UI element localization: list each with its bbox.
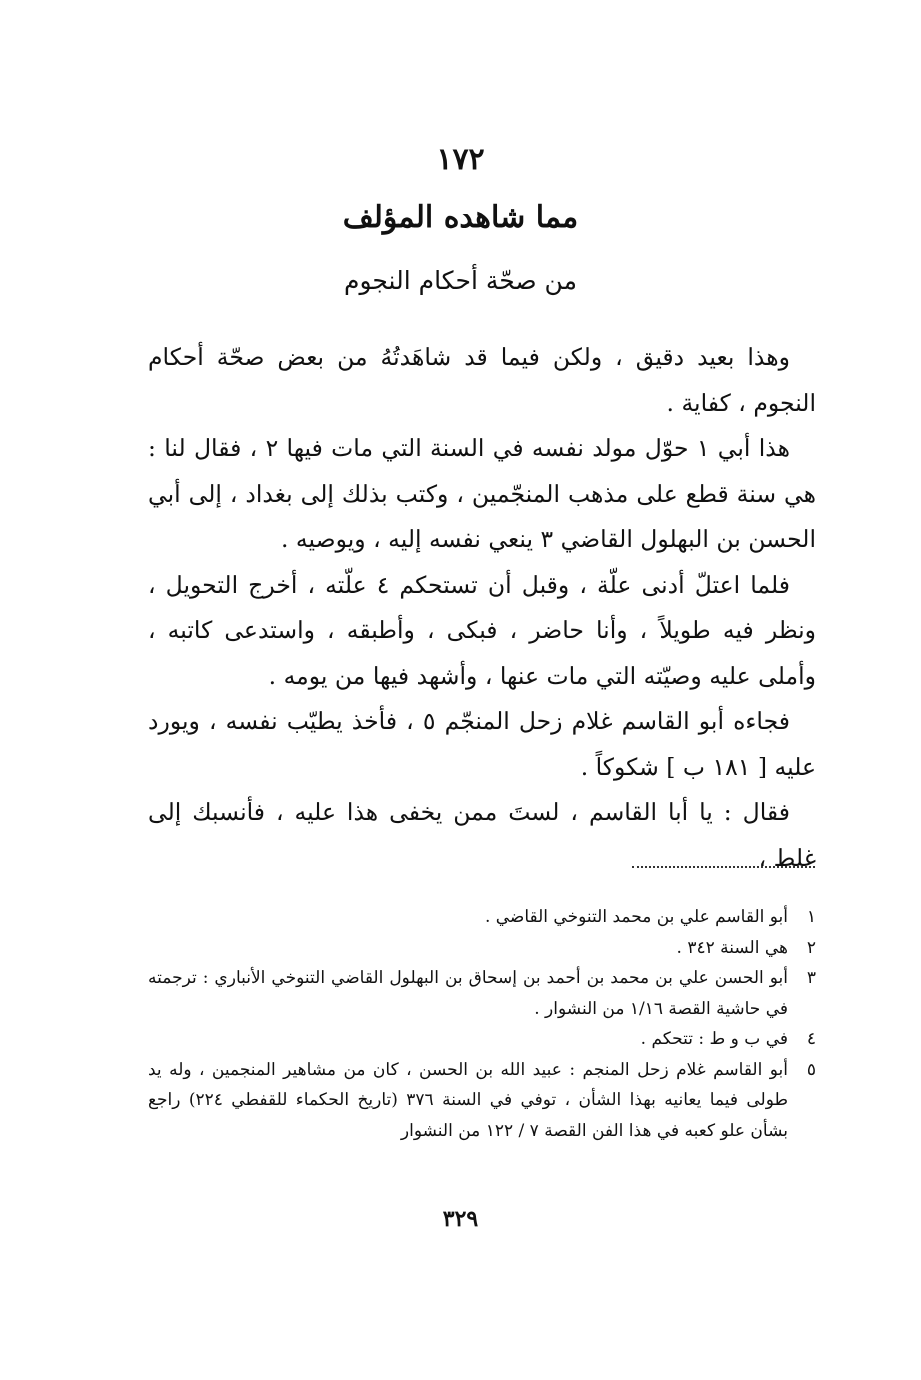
paragraph: فقال : يا أبا القاسم ، لستَ ممن يخفى هذا عليه ، فأنسبك إلى غلط ، bbox=[148, 798, 816, 872]
paragraph: وهذا بعيد دقيق ، ولكن فيما قد شاهَدتُهُ من بعض صحّة أحكام النجوم ، كفاية . bbox=[148, 343, 816, 417]
footnote bbox=[148, 902, 816, 933]
page-number: ٣٢٩ bbox=[442, 1206, 479, 1232]
paragraph: هذا أبي ١ حوّل مولد نفسه في السنة التي مات فيها ٢ ، فقال لنا : هي سنة قطع على مذهب المنجّمين ، وكتب بذلك إلى بغداد ، إلى أبي الحسن بن البهلول القاضي ٣ ينعي نفسه إليه ، ويوصيه . bbox=[148, 434, 816, 553]
story-number: ١٧٢ bbox=[436, 142, 485, 177]
footnote-text: أبو القاسم غلام زحل المنجم : عبيد الله بن الحسن ، كان من مشاهير المنجمين ، وله يد طولى فيما يعانيه بهذا الشأن ، توفي في السنة ٣٧٦ (تاريخ الحكماء للقفطي ٢٢٤) راجع بشأن علو كعبه في هذا الفن القصة ٧ / ١٢٢ من النشوار bbox=[148, 1059, 789, 1141]
footnote bbox=[148, 933, 816, 964]
story-subtitle: من صحّة أحكام النجوم bbox=[344, 266, 577, 295]
footnote bbox=[148, 1024, 816, 1055]
paragraph: فلما اعتلّ أدنى علّة ، وقبل أن تستحكم ٤ علّته ، أخرج التحويل ، ونظر فيه طويلاً ، وأنا حاضر ، فبكى ، وأطبقه ، واستدعى كاتبه ، وأملى عليه وصيّته التي مات عنها ، وأشهد فيها من يومه . bbox=[148, 570, 816, 690]
footnote bbox=[148, 1055, 816, 1147]
footnote-number: ٤ bbox=[806, 1029, 816, 1049]
footnotes bbox=[148, 902, 816, 1146]
footnote-number: ١ bbox=[806, 907, 816, 927]
footnote-number: ٥ bbox=[806, 1059, 816, 1080]
footnote-text: أبو القاسم علي بن محمد التنوخي القاضي . bbox=[484, 907, 788, 927]
footnote-text: هي السنة ٣٤٢ . bbox=[676, 937, 788, 958]
footnote-separator bbox=[632, 866, 815, 868]
footnote-number: ٢ bbox=[806, 937, 816, 958]
footnote-text: أبو الحسن علي بن محمد بن أحمد بن إسحاق بن البهلول القاضي التنوخي الأنباري : ترجمته في حاشية القصة ١/١٦ من النشوار . bbox=[148, 968, 788, 1019]
footnote-text: في ب و ط : تتحكم . bbox=[640, 1029, 788, 1049]
footnote-number: ٣ bbox=[806, 968, 816, 988]
story-title: مما شاهده المؤلف bbox=[342, 200, 579, 235]
paragraph: فجاءه أبو القاسم غلام زحل المنجّم ٥ ، فأخذ يطيّب نفسه ، ويورد عليه [ ١٨١ ب ] شكوكاً . bbox=[148, 707, 816, 781]
footnote bbox=[148, 963, 816, 1024]
main-text bbox=[148, 335, 816, 881]
